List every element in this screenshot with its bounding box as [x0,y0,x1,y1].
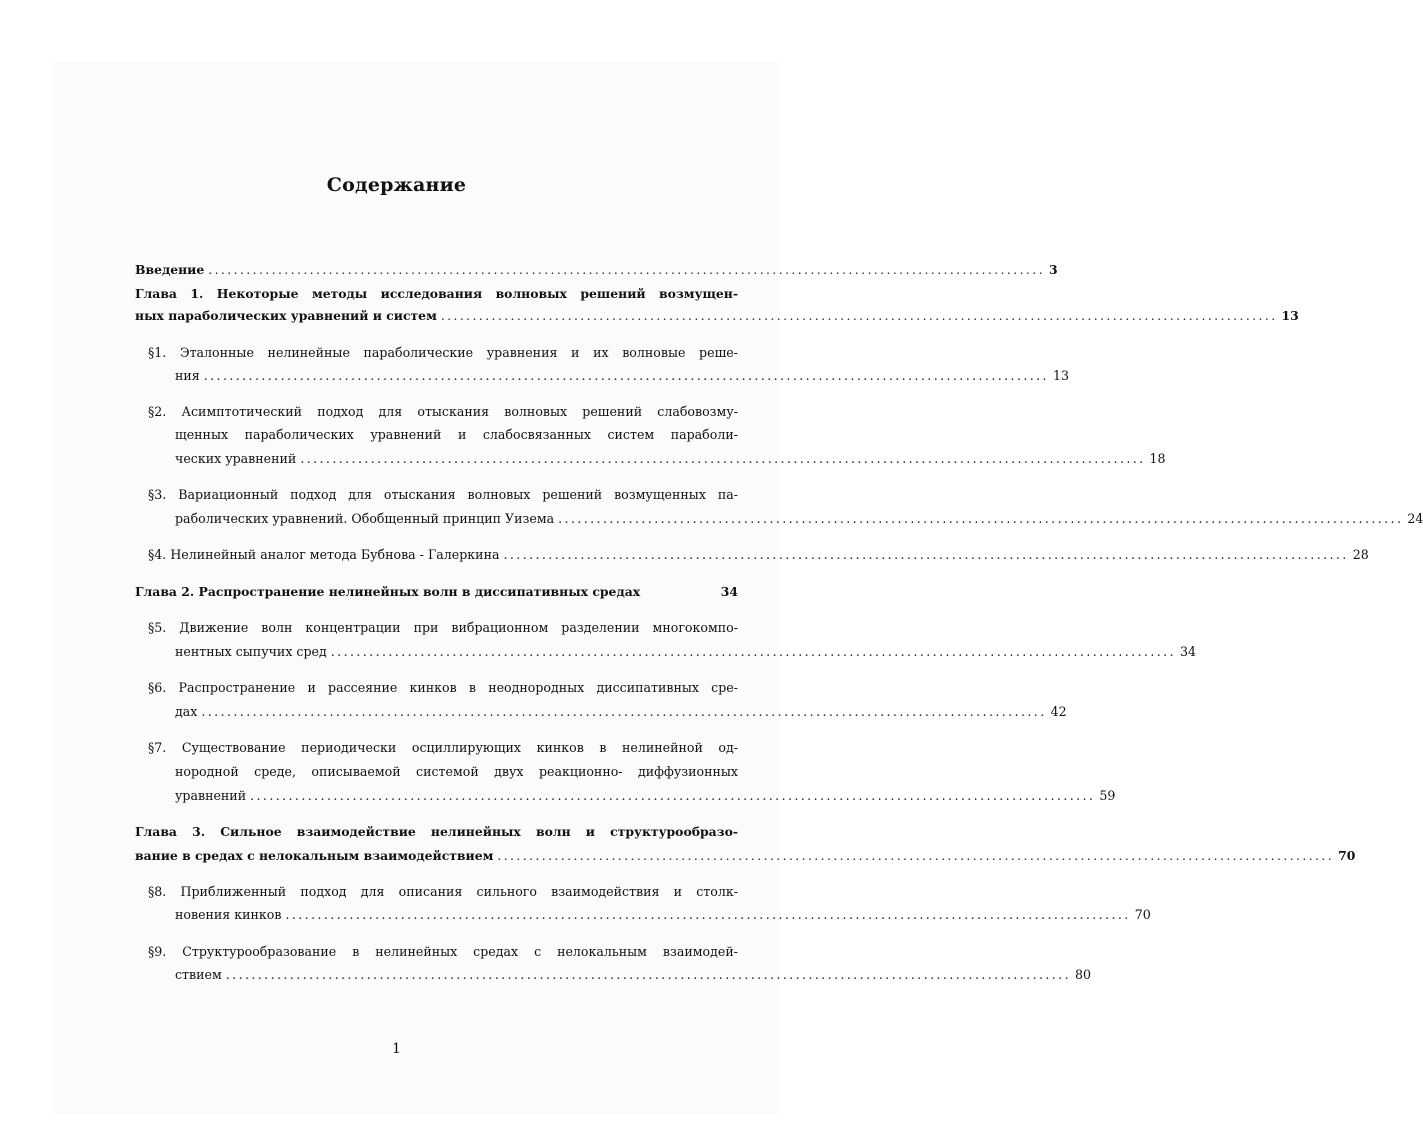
toc-page: 13 [1052,368,1069,383]
leader-dots: .................................................................................................................................... [440,308,1278,323]
toc-page: 34 [720,584,738,599]
toc-label: §5. Движение волн концентрации при вибрационном разделении многокомпо- [148,620,738,635]
leader-dots: .................................................................................................................................... [285,907,1131,922]
toc-entry-chapter-1[interactable] [135,283,738,305]
toc-label: новения кинков [175,907,282,922]
toc-label: щенных параболических уравнений и слабосвязанных систем параболи- [175,427,738,442]
leader-dots: .................................................................................................................................... [250,788,1096,803]
toc-entry-section-2-cont2[interactable] [175,448,1166,470]
toc-label: Глава 1. Некоторые методы исследования волновых решений возмущен- [135,286,738,301]
toc-page: 70 [1338,848,1356,863]
toc-label: §4. Нелинейный аналог метода Бубнова - Галеркина [148,547,500,562]
toc-entry-section-6[interactable] [148,677,738,699]
toc-entry-section-7-cont[interactable] [175,761,738,783]
toc-entry-section-3-cont[interactable] [175,508,1423,530]
toc-entry-section-2[interactable] [148,401,738,423]
toc-label: §2. Асимптотический подход для отыскания волновых решений слабовозму- [148,404,738,419]
leader-dots: .................................................................................................................................... [208,262,1045,277]
toc-label: нентных сыпучих сред [175,644,327,659]
toc-label: уравнений [175,788,247,803]
page-title: Содержание [326,174,467,196]
leader-dots: .................................................................................................................................... [300,451,1146,466]
toc-entry-section-8-cont[interactable] [175,904,1151,926]
toc-entry-section-4[interactable] [148,544,1369,566]
toc-entry-section-1[interactable] [148,342,738,364]
toc-entry-section-2-cont[interactable] [175,424,738,446]
toc-entry-chapter-3[interactable] [135,821,738,843]
toc-entry-section-3[interactable] [148,484,738,506]
toc-label: Введение [135,262,205,277]
toc-entry-chapter-1-cont[interactable] [135,305,1299,327]
toc-entry-section-7[interactable] [148,737,738,759]
toc-label: ческих уравнений [175,451,297,466]
toc-entry-section-5-cont[interactable] [175,641,1197,663]
toc-entry-section-5[interactable] [148,617,738,639]
toc-label: ствием [175,967,222,982]
toc-entry-section-8[interactable] [148,881,738,903]
toc-page: 34 [1180,644,1197,659]
toc-label: §3. Вариационный подход для отыскания волновых решений возмущенных па- [148,487,738,502]
toc-entry-intro[interactable] [135,259,1058,281]
toc-page: 59 [1099,788,1116,803]
toc-entry-section-6-cont[interactable] [175,701,1067,723]
toc-page: 42 [1050,704,1067,719]
toc-label: вание в средах с нелокальным взаимодействием [135,848,494,863]
page-number: 1 [392,1041,401,1057]
toc-label: §9. Структурообразование в нелинейных средах с нелокальным взаимодей- [148,944,738,959]
toc-page: 24 [1407,511,1423,526]
toc-label: §7. Существование периодически осциллирующих кинков в нелинейной од- [148,740,738,755]
toc-entry-chapter-2[interactable] [135,581,738,603]
leader-dots: .................................................................................................................................... [330,644,1176,659]
toc-page: 80 [1075,967,1092,982]
toc-label: §1. Эталонные нелинейные параболические уравнения и их волновые реше- [148,345,738,360]
toc-entry-section-9-cont[interactable] [175,964,1092,986]
toc-page: 18 [1149,451,1166,466]
leader-dots: .................................................................................................................................... [225,967,1071,982]
toc-entry-section-1-cont[interactable] [175,365,1069,387]
toc-entry-chapter-3-cont[interactable] [135,845,1356,867]
toc-label: ных параболических уравнений и систем [135,308,437,323]
toc-label: раболических уравнений. Обобщенный принцип Уизема [175,511,555,526]
toc-label: ния [175,368,200,383]
leader-dots: .................................................................................................................................... [558,511,1404,526]
toc-label: Глава 2. Распространение нелинейных волн в диссипативных средах [135,584,641,599]
toc-label: дах [175,704,198,719]
toc-label: §6. Распространение и рассеяние кинков в неоднородных диссипативных сре- [148,680,738,695]
toc-entry-section-7-cont2[interactable] [175,785,1116,807]
toc-label: §8. Приближенный подход для описания сильного взаимодействия и столк- [148,884,738,899]
leader-dots: .................................................................................................................................... [203,368,1049,383]
leader-dots: .................................................................................................................................... [201,704,1047,719]
toc-page: 70 [1134,907,1151,922]
toc-page: 28 [1352,547,1369,562]
toc-entry-section-9[interactable] [148,941,738,963]
toc-label: нородной среде, описываемой системой двух реакционно- диффузионных [175,764,738,779]
leader-dots: .................................................................................................................................... [497,848,1335,863]
leader-dots: .................................................................................................................................... [503,547,1349,562]
toc-page: 13 [1281,308,1299,323]
toc-page: 3 [1048,262,1058,277]
toc-label: Глава 3. Сильное взаимодействие нелинейных волн и структурообразо- [135,824,738,839]
